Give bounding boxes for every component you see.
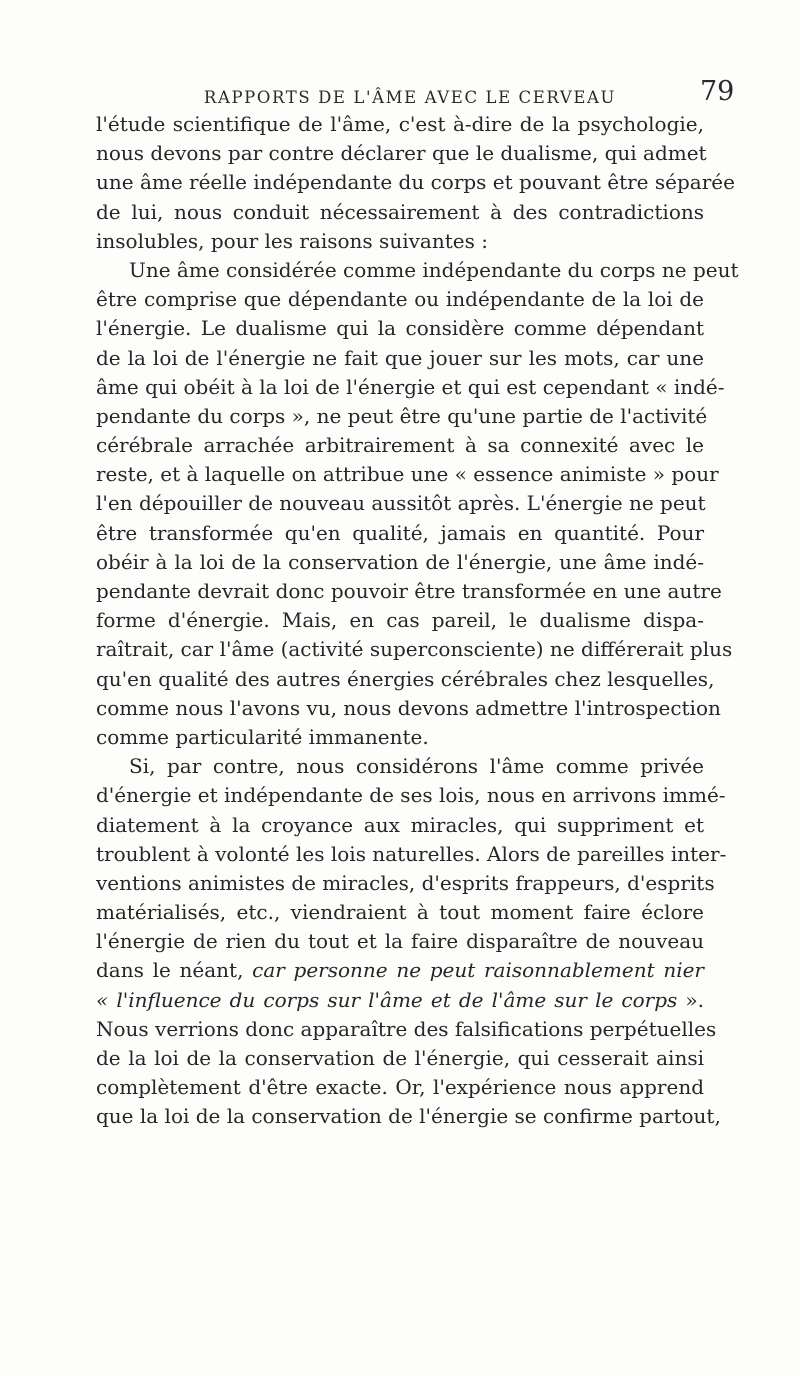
text-line: de la loi de la conservation de l'énergie, qui cesserait ainsi: [96, 1046, 704, 1070]
text-line: de lui, nous conduit nécessairement à des contradictions: [96, 199, 704, 224]
text-line: matérialisés, etc., viendraient à tout moment faire éclore: [96, 900, 704, 925]
text-line: diatement à la croyance aux miracles, qui suppriment et: [96, 812, 704, 837]
page-number: 79: [700, 76, 735, 107]
text-line: de la loi de l'énergie ne fait que jouer sur les mots, car une: [96, 345, 704, 370]
running-header: RAPPORTS DE L'ÂME AVEC LE CERVEAU: [203, 88, 617, 107]
text-line: d'énergie et indépendante de ses lois, nous en arrivons immé-: [96, 783, 726, 808]
text-line: que la loi de la conservation de l'énergie se confirme partout,: [96, 1104, 721, 1129]
text-line: Si, par contre, nous considérons l'âme comme privée: [129, 754, 704, 779]
text-line: insolubles, pour les raisons suivantes :: [96, 228, 488, 253]
text-line: comme particularité immanente.: [96, 724, 429, 749]
text-line: âme qui obéit à la loi de l'énergie et qui est cependant « indé-: [96, 374, 725, 399]
body-text: [96, 110, 739, 1132]
italic-phrase: car personne ne peut raisonnablement nier: [252, 958, 704, 983]
text-line: forme d'énergie. Mais, en cas pareil, le dualisme dispa-: [96, 608, 704, 633]
text-line: troublent à volonté les lois naturelles. Alors de pareilles inter-: [96, 841, 727, 866]
italic-phrase: « l'influence du corps sur l'âme et de l'âme sur le corps: [96, 987, 678, 1012]
text-line: pendante devrait donc pouvoir être transformée en une autre: [96, 579, 722, 603]
text-line: pendante du corps », ne peut être qu'une partie de l'activité: [96, 403, 708, 428]
text-line: l'énergie de rien du tout et la faire disparaître de nouveau: [96, 929, 704, 954]
text-line: l'en dépouiller de nouveau aussitôt après. L'énergie ne peut: [96, 491, 706, 516]
text-segment: dans le néant,: [96, 958, 244, 983]
text-line: être comprise que dépendante ou indépendante de la loi de: [96, 287, 704, 312]
text-line: une âme réelle indépendante du corps et pouvant être séparée: [96, 170, 735, 195]
text-line: cérébrale arrachée arbitrairement à sa connexité avec le: [96, 433, 704, 458]
text-line: complètement d'être exacte. Or, l'expérience nous apprend: [96, 1075, 704, 1100]
text-line: nous devons par contre déclarer que le dualisme, qui admet: [96, 141, 707, 166]
text-line: ventions animistes de miracles, d'esprits frappeurs, d'esprits: [96, 870, 715, 895]
text-line: comme nous l'avons vu, nous devons admettre l'introspection: [96, 695, 721, 720]
text-line: l'étude scientifique de l'âme, c'est à-dire de la psychologie,: [96, 112, 704, 136]
text-line: Une âme considérée comme indépendante du corps ne peut: [129, 257, 739, 282]
text-line: Nous verrions donc apparaître des falsifications perpétuelles: [96, 1016, 717, 1041]
text-segment: ».: [677, 987, 704, 1012]
text-line: être transformée qu'en qualité, jamais en quantité. Pour: [96, 520, 704, 545]
text-line: [96, 956, 704, 985]
text-line: l'énergie. Le dualisme qui la considère comme dépendant: [96, 316, 704, 341]
text-line: raîtrait, car l'âme (activité superconsciente) ne différerait plus: [96, 637, 733, 662]
text-line: obéir à la loi de la conservation de l'énergie, une âme indé-: [96, 549, 704, 574]
text-line: qu'en qualité des autres énergies cérébrales chez lesquelles,: [96, 666, 715, 691]
text-line: [96, 986, 704, 1015]
text-line: reste, et à laquelle on attribue une « essence animiste » pour: [96, 462, 719, 487]
